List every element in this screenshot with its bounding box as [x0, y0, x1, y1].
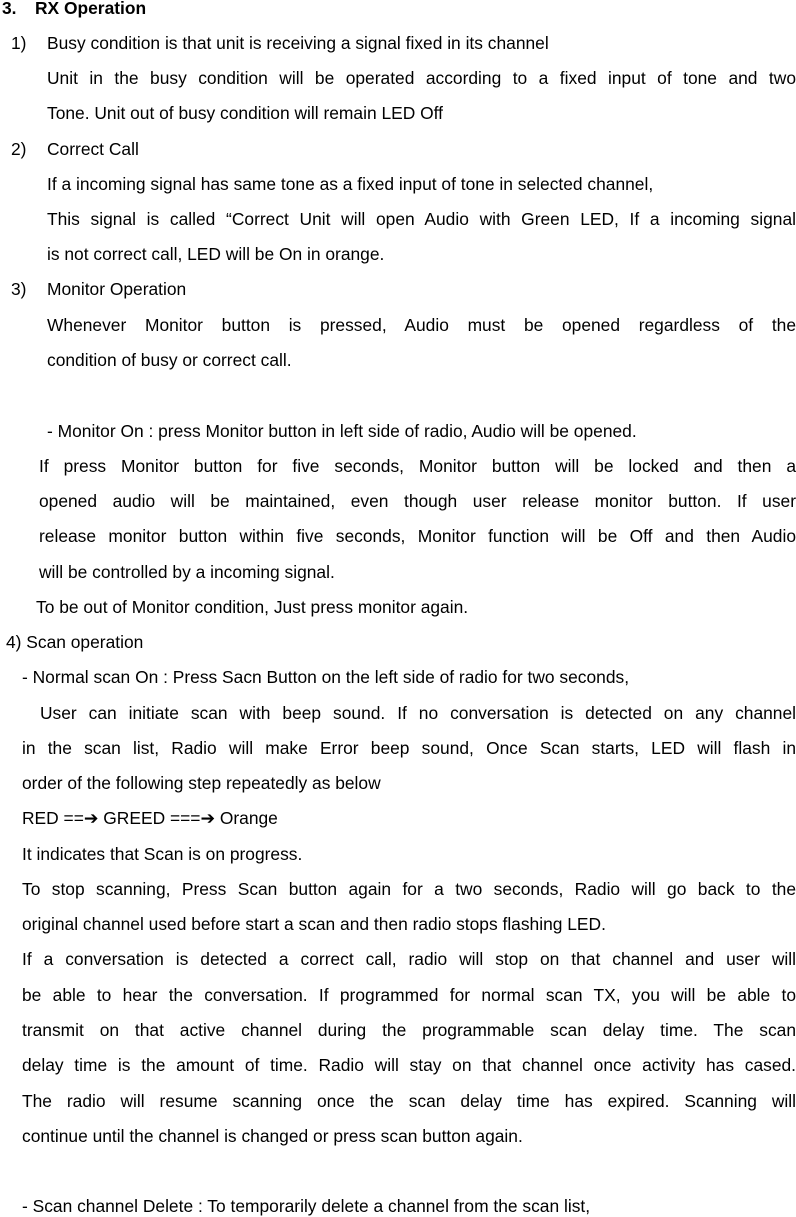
- item2-line2: This signal is called “Correct Unit will open Audio with Green LED, If a incoming signal: [47, 209, 796, 229]
- seq-red: RED ==: [22, 808, 84, 828]
- conversation-line3: transmit on that active channel during the programmable scan delay time. The scan: [22, 1020, 796, 1040]
- arrow-right-icon: ➔: [200, 809, 216, 829]
- item1-title: Busy condition is that unit is receiving a signal fixed in its channel: [47, 33, 549, 53]
- item3-title: Monitor Operation: [47, 279, 187, 299]
- item2-title: Correct Call: [47, 139, 139, 159]
- monitor-on-line: - Monitor On : press Monitor button in left side of radio, Audio will be opened.: [47, 421, 637, 441]
- conversation-line4: delay time is the amount of time. Radio will stay on that channel once activity has cased.: [22, 1055, 796, 1075]
- monitor-paragraph-line1: If press Monitor button for five seconds, Monitor button will be locked and then a: [39, 456, 796, 476]
- item1-line1: Unit in the busy condition will be operated according to a fixed input of tone and two: [47, 68, 796, 88]
- item3-line1: Whenever Monitor button is pressed, Audio must be opened regardless of the: [47, 315, 796, 335]
- item4-title: 4) Scan operation: [6, 632, 144, 652]
- stop-scan-line1: To stop scanning, Press Scan button again for a two seconds, Radio will go back to the: [22, 879, 796, 899]
- scan-paragraph-line1: User can initiate scan with beep sound. If no conversation is detected on any channel: [40, 703, 796, 723]
- stop-scan-line2: original channel used before start a scan and then radio stops flashing LED.: [22, 914, 606, 934]
- item3-line2: condition of busy or correct call.: [47, 350, 292, 370]
- seq-orange: Orange: [215, 808, 278, 828]
- scan-delete-line: - Scan channel Delete : To temporarily delete a channel from the scan list,: [22, 1196, 591, 1216]
- monitor-paragraph-line4: will be controlled by a incoming signal.: [39, 562, 335, 582]
- conversation-line6: continue until the channel is changed or press scan button again.: [22, 1126, 523, 1146]
- led-sequence: [22, 807, 278, 830]
- section-number: 3.: [2, 0, 17, 18]
- item2-number: 2): [11, 139, 27, 159]
- scan-paragraph-line2: in the scan list, Radio will make Error beep sound, Once Scan starts, LED will flash in: [22, 738, 796, 758]
- conversation-line5: The radio will resume scanning once the scan delay time has expired. Scanning will: [22, 1091, 796, 1111]
- section-title: RX Operation: [35, 0, 147, 18]
- seq-green: GREED ===: [98, 808, 201, 828]
- conversation-line2: be able to hear the conversation. If programmed for normal scan TX, you will be able to: [22, 985, 796, 1005]
- scan-on-line: - Normal scan On : Press Sacn Button on the left side of radio for two seconds,: [22, 667, 630, 687]
- scan-progress-line: It indicates that Scan is on progress.: [22, 844, 303, 864]
- item2-line1: If a incoming signal has same tone as a fixed input of tone in selected channel,: [47, 174, 654, 194]
- arrow-right-icon: ➔: [83, 809, 99, 829]
- item1-line2: Tone. Unit out of busy condition will remain LED Off: [47, 103, 443, 123]
- monitor-paragraph-line3: release monitor button within five seconds, Monitor function will be Off and then Audio: [39, 526, 796, 546]
- item1-number: 1): [11, 33, 27, 53]
- item2-line3: is not correct call, LED will be On in orange.: [47, 244, 385, 264]
- monitor-paragraph-line2: opened audio will be maintained, even though user release monitor button. If user: [39, 491, 796, 511]
- scan-paragraph-line3: order of the following step repeatedly as below: [22, 773, 381, 793]
- conversation-line1: If a conversation is detected a correct call, radio will stop on that channel and user will: [22, 949, 796, 969]
- monitor-out-line: To be out of Monitor condition, Just press monitor again.: [36, 597, 469, 617]
- item3-number: 3): [11, 279, 27, 299]
